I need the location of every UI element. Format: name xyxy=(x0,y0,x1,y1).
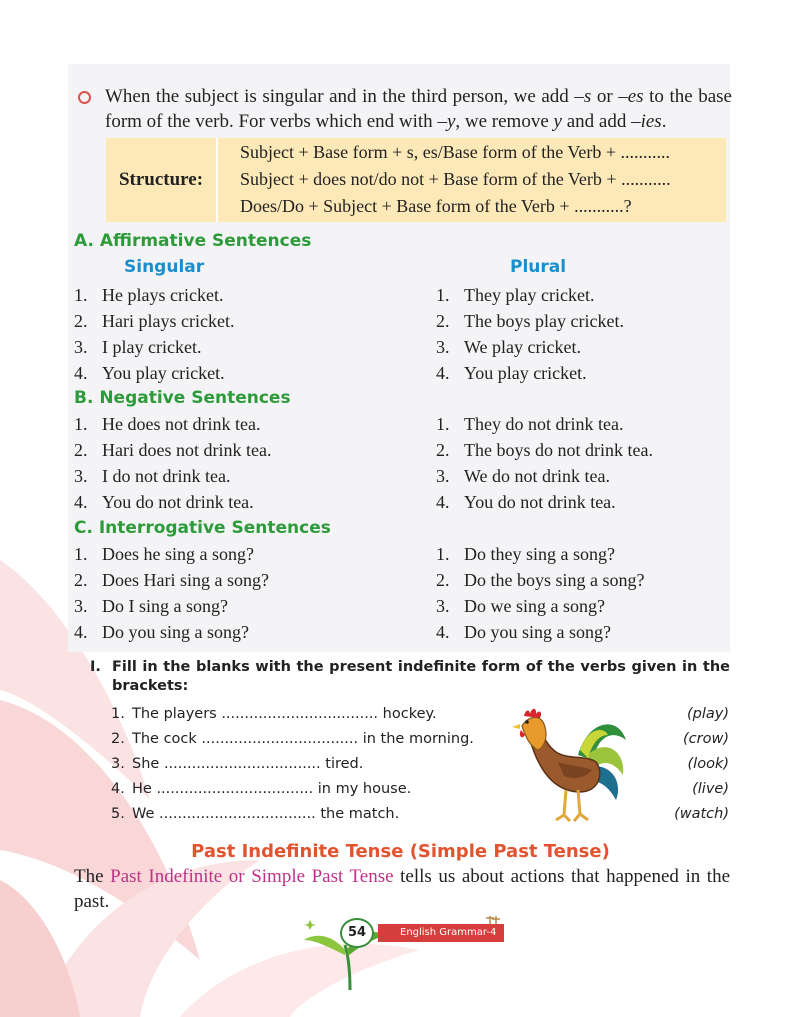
past-tense-definition: The Past Indefinite or Simple Past Tense tells us about actions that happened in the past. xyxy=(74,866,731,912)
plural-heading: Plural xyxy=(510,257,567,277)
exercise-instruction: I. Fill in the blanks with the present indefinite form of the verbs given in the brackets: xyxy=(90,659,730,694)
singular-heading: Singular xyxy=(124,257,205,277)
list-item: 2. Hari does not drink tea. xyxy=(74,440,272,460)
affirmative-plural-list xyxy=(436,282,624,386)
list-item: 3. Do we sing a song? xyxy=(436,596,605,616)
list-item: 4. You do not drink tea. xyxy=(436,492,616,512)
list-item: 1. He plays cricket. xyxy=(74,285,224,305)
affirmative-singular-list xyxy=(74,282,234,386)
list-item: 2. Does Hari sing a song? xyxy=(74,570,269,590)
list-item: 2. Hari plays cricket. xyxy=(74,311,235,331)
section-title-affirmative: A. Affirmative Sentences xyxy=(74,231,312,251)
list-item: 1. Do they sing a song? xyxy=(436,544,615,564)
interrogative-singular-list xyxy=(74,541,269,645)
page-number: 54 xyxy=(340,918,374,948)
structure-line: Does/Do + Subject + Base form of the Verb + ...........? xyxy=(240,196,632,216)
exercise-item: 4. He .................................. in my house. (live) xyxy=(111,781,729,797)
structure-label: Structure: xyxy=(106,138,218,222)
circle-bullet-icon xyxy=(78,91,91,104)
list-item: 4. You play cricket. xyxy=(74,363,225,383)
book-title-tag: English Grammar-4 xyxy=(378,924,504,942)
list-item: 1. He does not drink tea. xyxy=(74,414,261,434)
list-item: 1. They do not drink tea. xyxy=(436,414,624,434)
footer-plant-decoration xyxy=(290,910,520,990)
exercise-item: 3. She .................................. tired. (look) xyxy=(111,756,729,772)
exercise-item: 5. We .................................. the match. (watch) xyxy=(111,806,729,822)
list-item: 4. Do you sing a song? xyxy=(436,622,611,642)
list-item: 4. You do not drink tea. xyxy=(74,492,254,512)
list-item: 4. You play cricket. xyxy=(436,363,587,383)
highlighted-term: Past Indefinite or Simple Past Tense xyxy=(110,866,394,887)
answer-blank[interactable]: .................................. xyxy=(163,756,321,772)
section-title-interrogative: C. Interrogative Sentences xyxy=(74,518,331,538)
past-tense-heading: Past Indefinite Tense (Simple Past Tense) xyxy=(191,841,610,862)
answer-blank[interactable]: .................................. xyxy=(156,781,314,797)
answer-blank[interactable]: .................................. xyxy=(159,806,316,822)
list-item: 3. We do not drink tea. xyxy=(436,466,611,486)
interrogative-plural-list xyxy=(436,541,644,645)
list-item: 3. I play cricket. xyxy=(74,337,202,357)
list-item: 3. I do not drink tea. xyxy=(74,466,231,486)
rule-bullet xyxy=(78,84,732,134)
list-item: 4. Do you sing a song? xyxy=(74,622,249,642)
exercise-item: 1. The players .................................. hockey. (play) xyxy=(111,706,729,722)
structure-line: Subject + does not/do not + Base form of the Verb + ........... xyxy=(240,169,671,189)
list-item: 1. They play cricket. xyxy=(436,285,595,305)
structure-box xyxy=(106,138,726,222)
exercise-item: 2. The cock .................................. in the morning. (crow) xyxy=(111,731,729,747)
list-item: 3. We play cricket. xyxy=(436,337,581,357)
answer-blank[interactable]: .................................. xyxy=(221,706,379,722)
list-item: 3. Do I sing a song? xyxy=(74,596,228,616)
list-item: 2. The boys play cricket. xyxy=(436,311,624,331)
list-item: 1. Does he sing a song? xyxy=(74,544,254,564)
answer-blank[interactable]: .................................. xyxy=(201,731,359,747)
list-item: 2. Do the boys sing a song? xyxy=(436,570,645,590)
structure-line: Subject + Base form + s, es/Base form of the Verb + ........... xyxy=(240,142,671,162)
negative-plural-list xyxy=(436,411,653,515)
rooster-illustration xyxy=(508,700,628,830)
section-title-negative: B. Negative Sentences xyxy=(74,388,291,408)
rule-text: When the subject is singular and in the third person, we add –s or –es to the base form of the verb. For verbs which end with –y, we remove y and add –ies. xyxy=(105,86,732,132)
negative-singular-list xyxy=(74,411,271,515)
list-item: 2. The boys do not drink tea. xyxy=(436,440,653,460)
exercise-block xyxy=(90,658,730,822)
exercise-items xyxy=(111,702,729,827)
